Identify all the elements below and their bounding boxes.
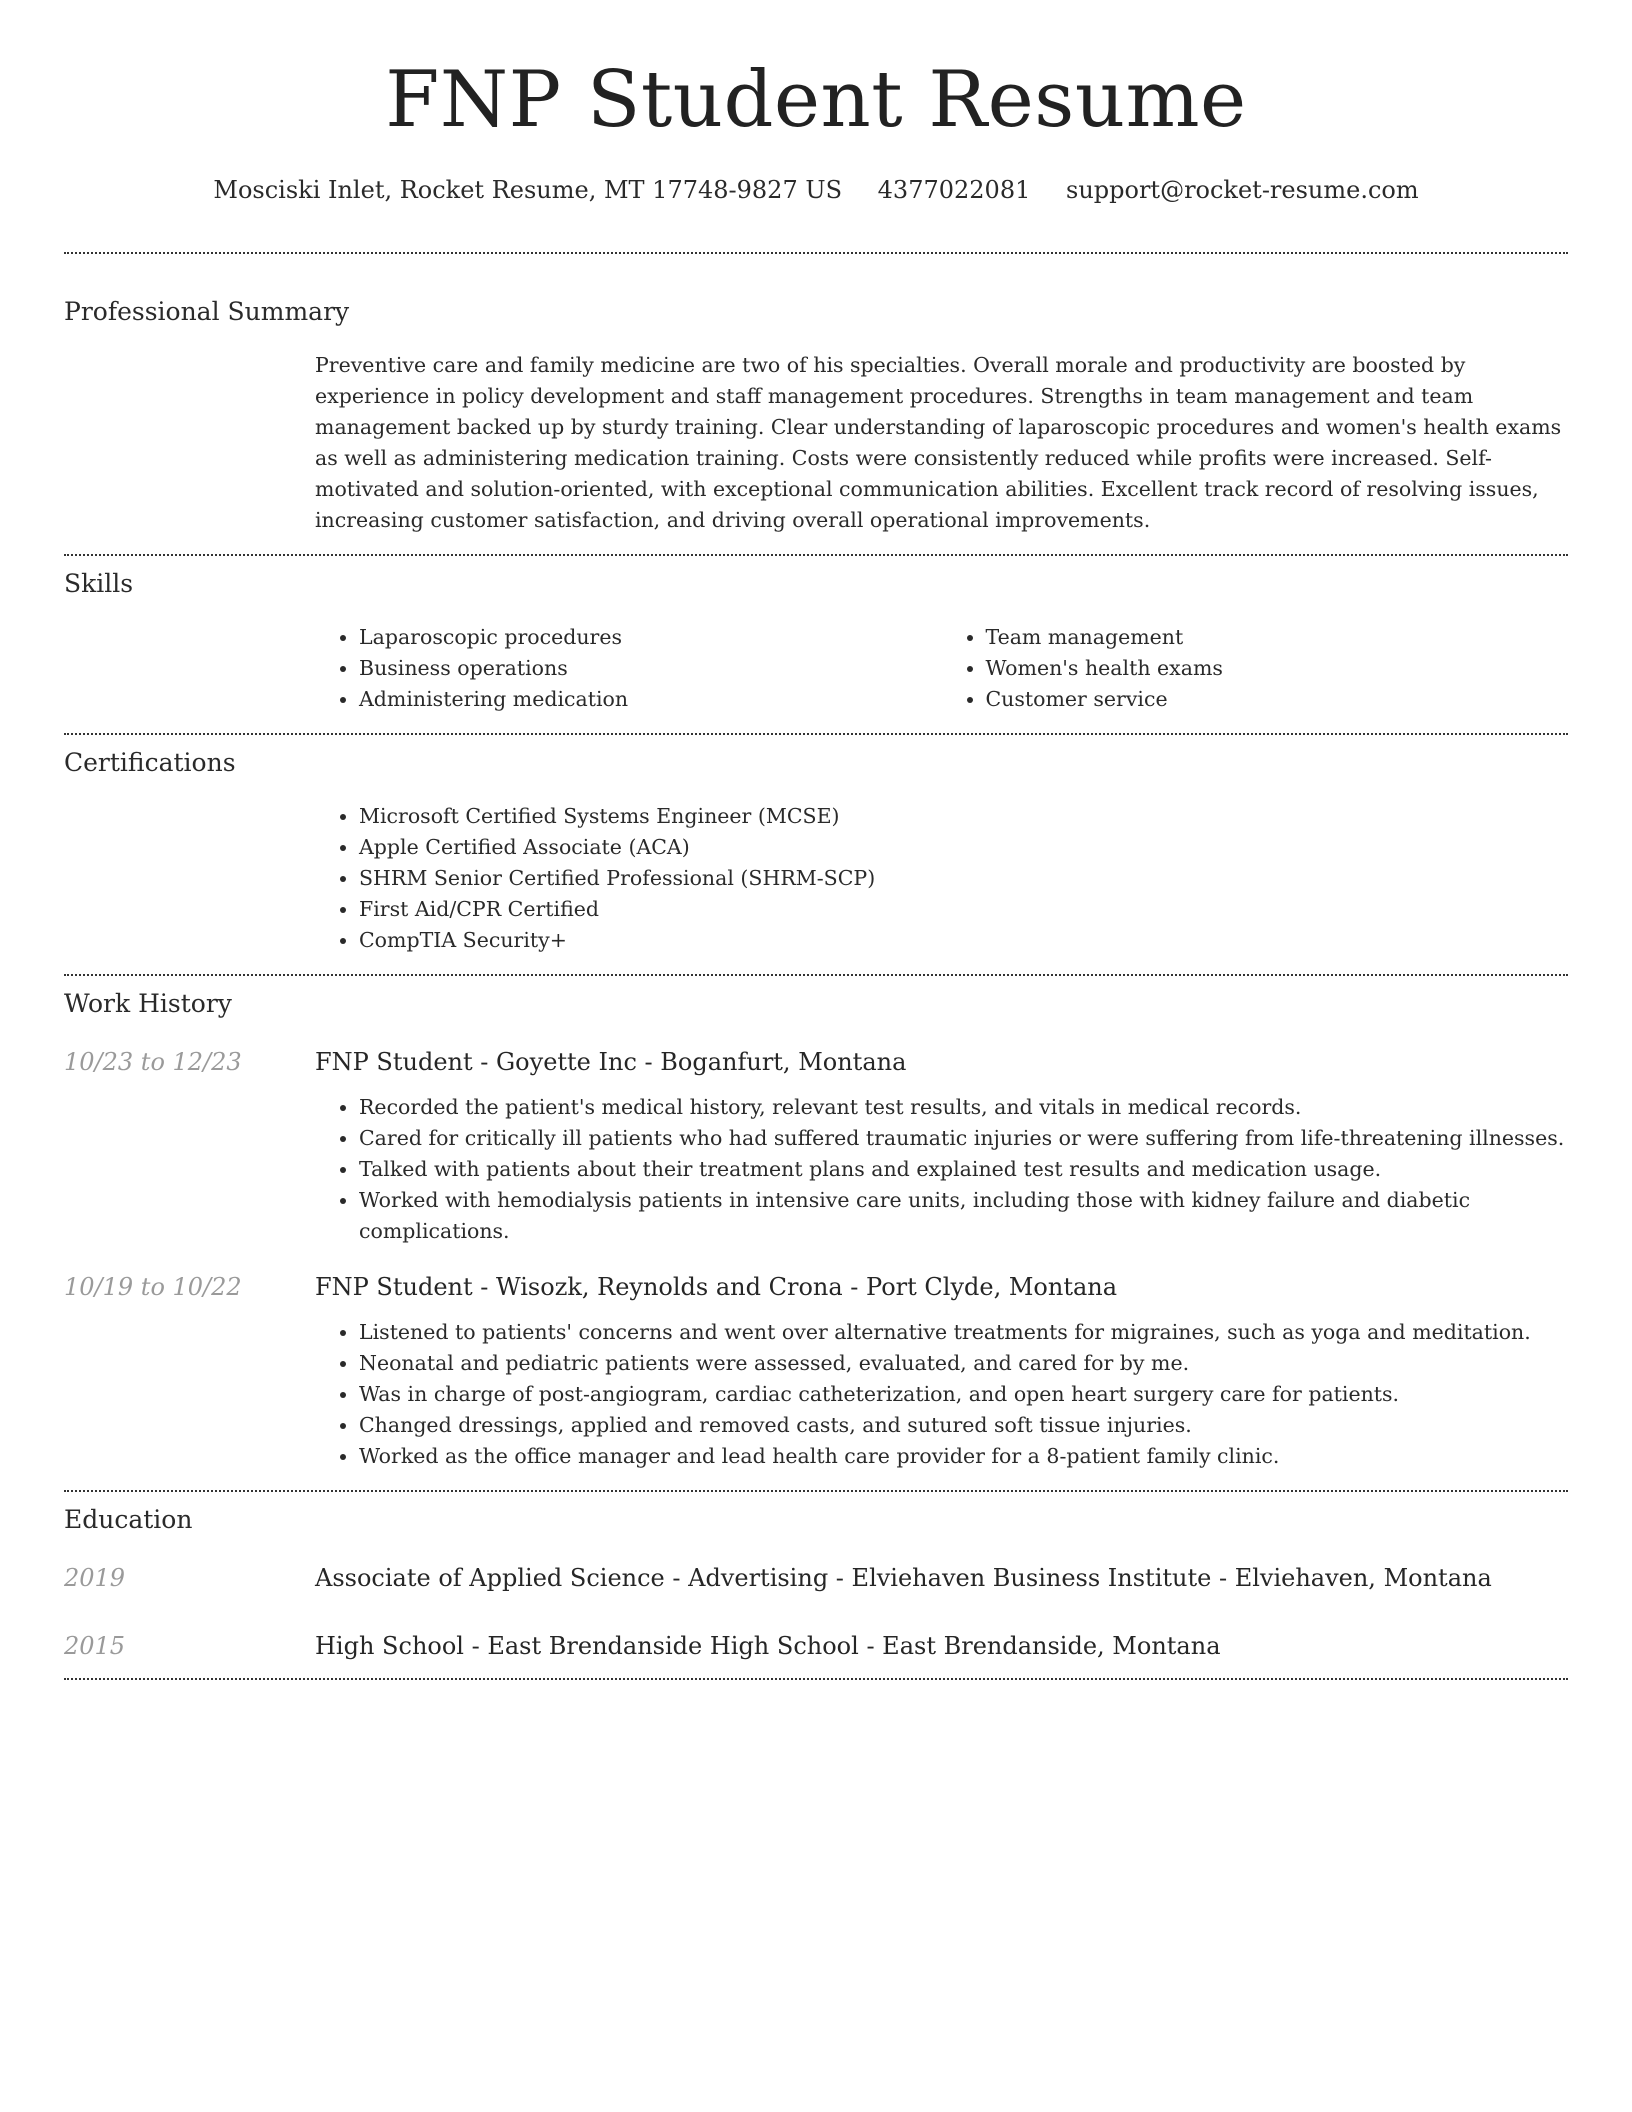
- skills-list-left: [315, 622, 942, 715]
- skill-item: • Customer service: [986, 684, 1569, 715]
- certification-item: • First Aid/CPR Certified: [359, 894, 1568, 925]
- section-divider: [64, 252, 1568, 254]
- job-bullet: • Worked with hemodialysis patients in intensive care units, including those with kidney failure and diabetic complications.: [359, 1185, 1568, 1247]
- job-bullet: • Cared for critically ill patients who had suffered traumatic injuries or were suffering from life-threatening illnesses.: [359, 1123, 1568, 1154]
- job-dates: 10/23 to 12/23: [64, 1048, 242, 1076]
- job-bullet: • Recorded the patient's medical history, relevant test results, and vitals in medical records.: [359, 1092, 1568, 1123]
- job-dates: 10/19 to 10/22: [64, 1273, 242, 1301]
- job-bullet: • Was in charge of post-angiogram, cardiac catheterization, and open heart surgery care for patients.: [359, 1379, 1568, 1410]
- skill-item: • Laparoscopic procedures: [359, 622, 942, 653]
- education-heading: Associate of Applied Science - Advertising - Elviehaven Business Institute - Elviehaven, Montana: [315, 1564, 1492, 1592]
- job-bullet: • Worked as the office manager and lead health care provider for a 8-patient family clinic.: [359, 1441, 1568, 1472]
- section-title-skills: Skills: [64, 569, 134, 598]
- skills-section: [64, 568, 1568, 715]
- education-heading: High School - East Brendanside High School - East Brendanside, Montana: [315, 1632, 1221, 1660]
- contact-email[interactable]: support@rocket-resume.com: [1066, 176, 1419, 204]
- job-bullet: • Talked with patients about their treatment plans and explained test results and medication usage.: [359, 1154, 1568, 1185]
- job-entry: [64, 1046, 1568, 1247]
- skills-list-right: [942, 622, 1569, 715]
- education-section: [64, 1504, 1568, 1662]
- certification-item: • CompTIA Security+: [359, 925, 1568, 956]
- certifications-list: [315, 801, 1568, 956]
- section-divider: [64, 974, 1568, 976]
- certification-item: • SHRM Senior Certified Professional (SHRM-SCP): [359, 863, 1568, 894]
- job-bullets: [315, 1092, 1568, 1247]
- section-title-certifications: Certifications: [64, 748, 236, 777]
- contact-phone: 4377022081: [877, 176, 1031, 204]
- resume-name: FNP Student Resume: [385, 55, 1247, 145]
- section-divider: [64, 554, 1568, 556]
- section-divider: [64, 1678, 1568, 1680]
- resume-page: [64, 0, 1568, 1680]
- education-year: 2015: [64, 1632, 126, 1660]
- contact-line: [64, 174, 1568, 206]
- job-heading: FNP Student - Goyette Inc - Boganfurt, Montana: [315, 1048, 907, 1076]
- education-entry: [64, 1630, 1568, 1662]
- job-bullet: • Listened to patients' concerns and went over alternative treatments for migraines, such as yoga and meditation.: [359, 1317, 1568, 1348]
- section-title-summary: Professional Summary: [64, 297, 350, 326]
- skill-item: • Women's health exams: [986, 653, 1569, 684]
- summary-text: Preventive care and family medicine are two of his specialties. Overall morale and productivity are boosted by experience in policy development and staff management procedures. Strengths in team management and team management backed up by sturdy training. Clear understanding of laparoscopic procedures and women's health exams as well as administering medication training. Costs were consistently reduced while profits were increased. Self-motivated and solution-oriented, with exceptional communication abilities. Excellent track record of resolving issues, increasing customer satisfaction, and driving overall operational improvements.: [315, 353, 1562, 532]
- summary-section: [64, 296, 1568, 536]
- job-bullet: • Neonatal and pediatric patients were assessed, evaluated, and cared for by me.: [359, 1348, 1568, 1379]
- job-entry: [64, 1271, 1568, 1472]
- contact-address: Mosciski Inlet, Rocket Resume, MT 17748-9827 US: [213, 176, 843, 204]
- skill-item: • Administering medication: [359, 684, 942, 715]
- section-divider: [64, 733, 1568, 735]
- skill-item: • Business operations: [359, 653, 942, 684]
- certifications-section: [64, 747, 1568, 956]
- section-title-work-history: Work History: [64, 989, 232, 1018]
- certification-item: • Microsoft Certified Systems Engineer (MCSE): [359, 801, 1568, 832]
- section-title-education: Education: [64, 1505, 193, 1534]
- skill-item: • Team management: [986, 622, 1569, 653]
- job-heading: FNP Student - Wisozk, Reynolds and Crona - Port Clyde, Montana: [315, 1273, 1118, 1301]
- certification-item: • Apple Certified Associate (ACA): [359, 832, 1568, 863]
- work-history-section: [64, 988, 1568, 1472]
- education-entry: [64, 1562, 1568, 1594]
- section-divider: [64, 1490, 1568, 1492]
- education-year: 2019: [64, 1564, 126, 1592]
- job-bullets: [315, 1317, 1568, 1472]
- job-bullet: • Changed dressings, applied and removed casts, and sutured soft tissue injuries.: [359, 1410, 1568, 1441]
